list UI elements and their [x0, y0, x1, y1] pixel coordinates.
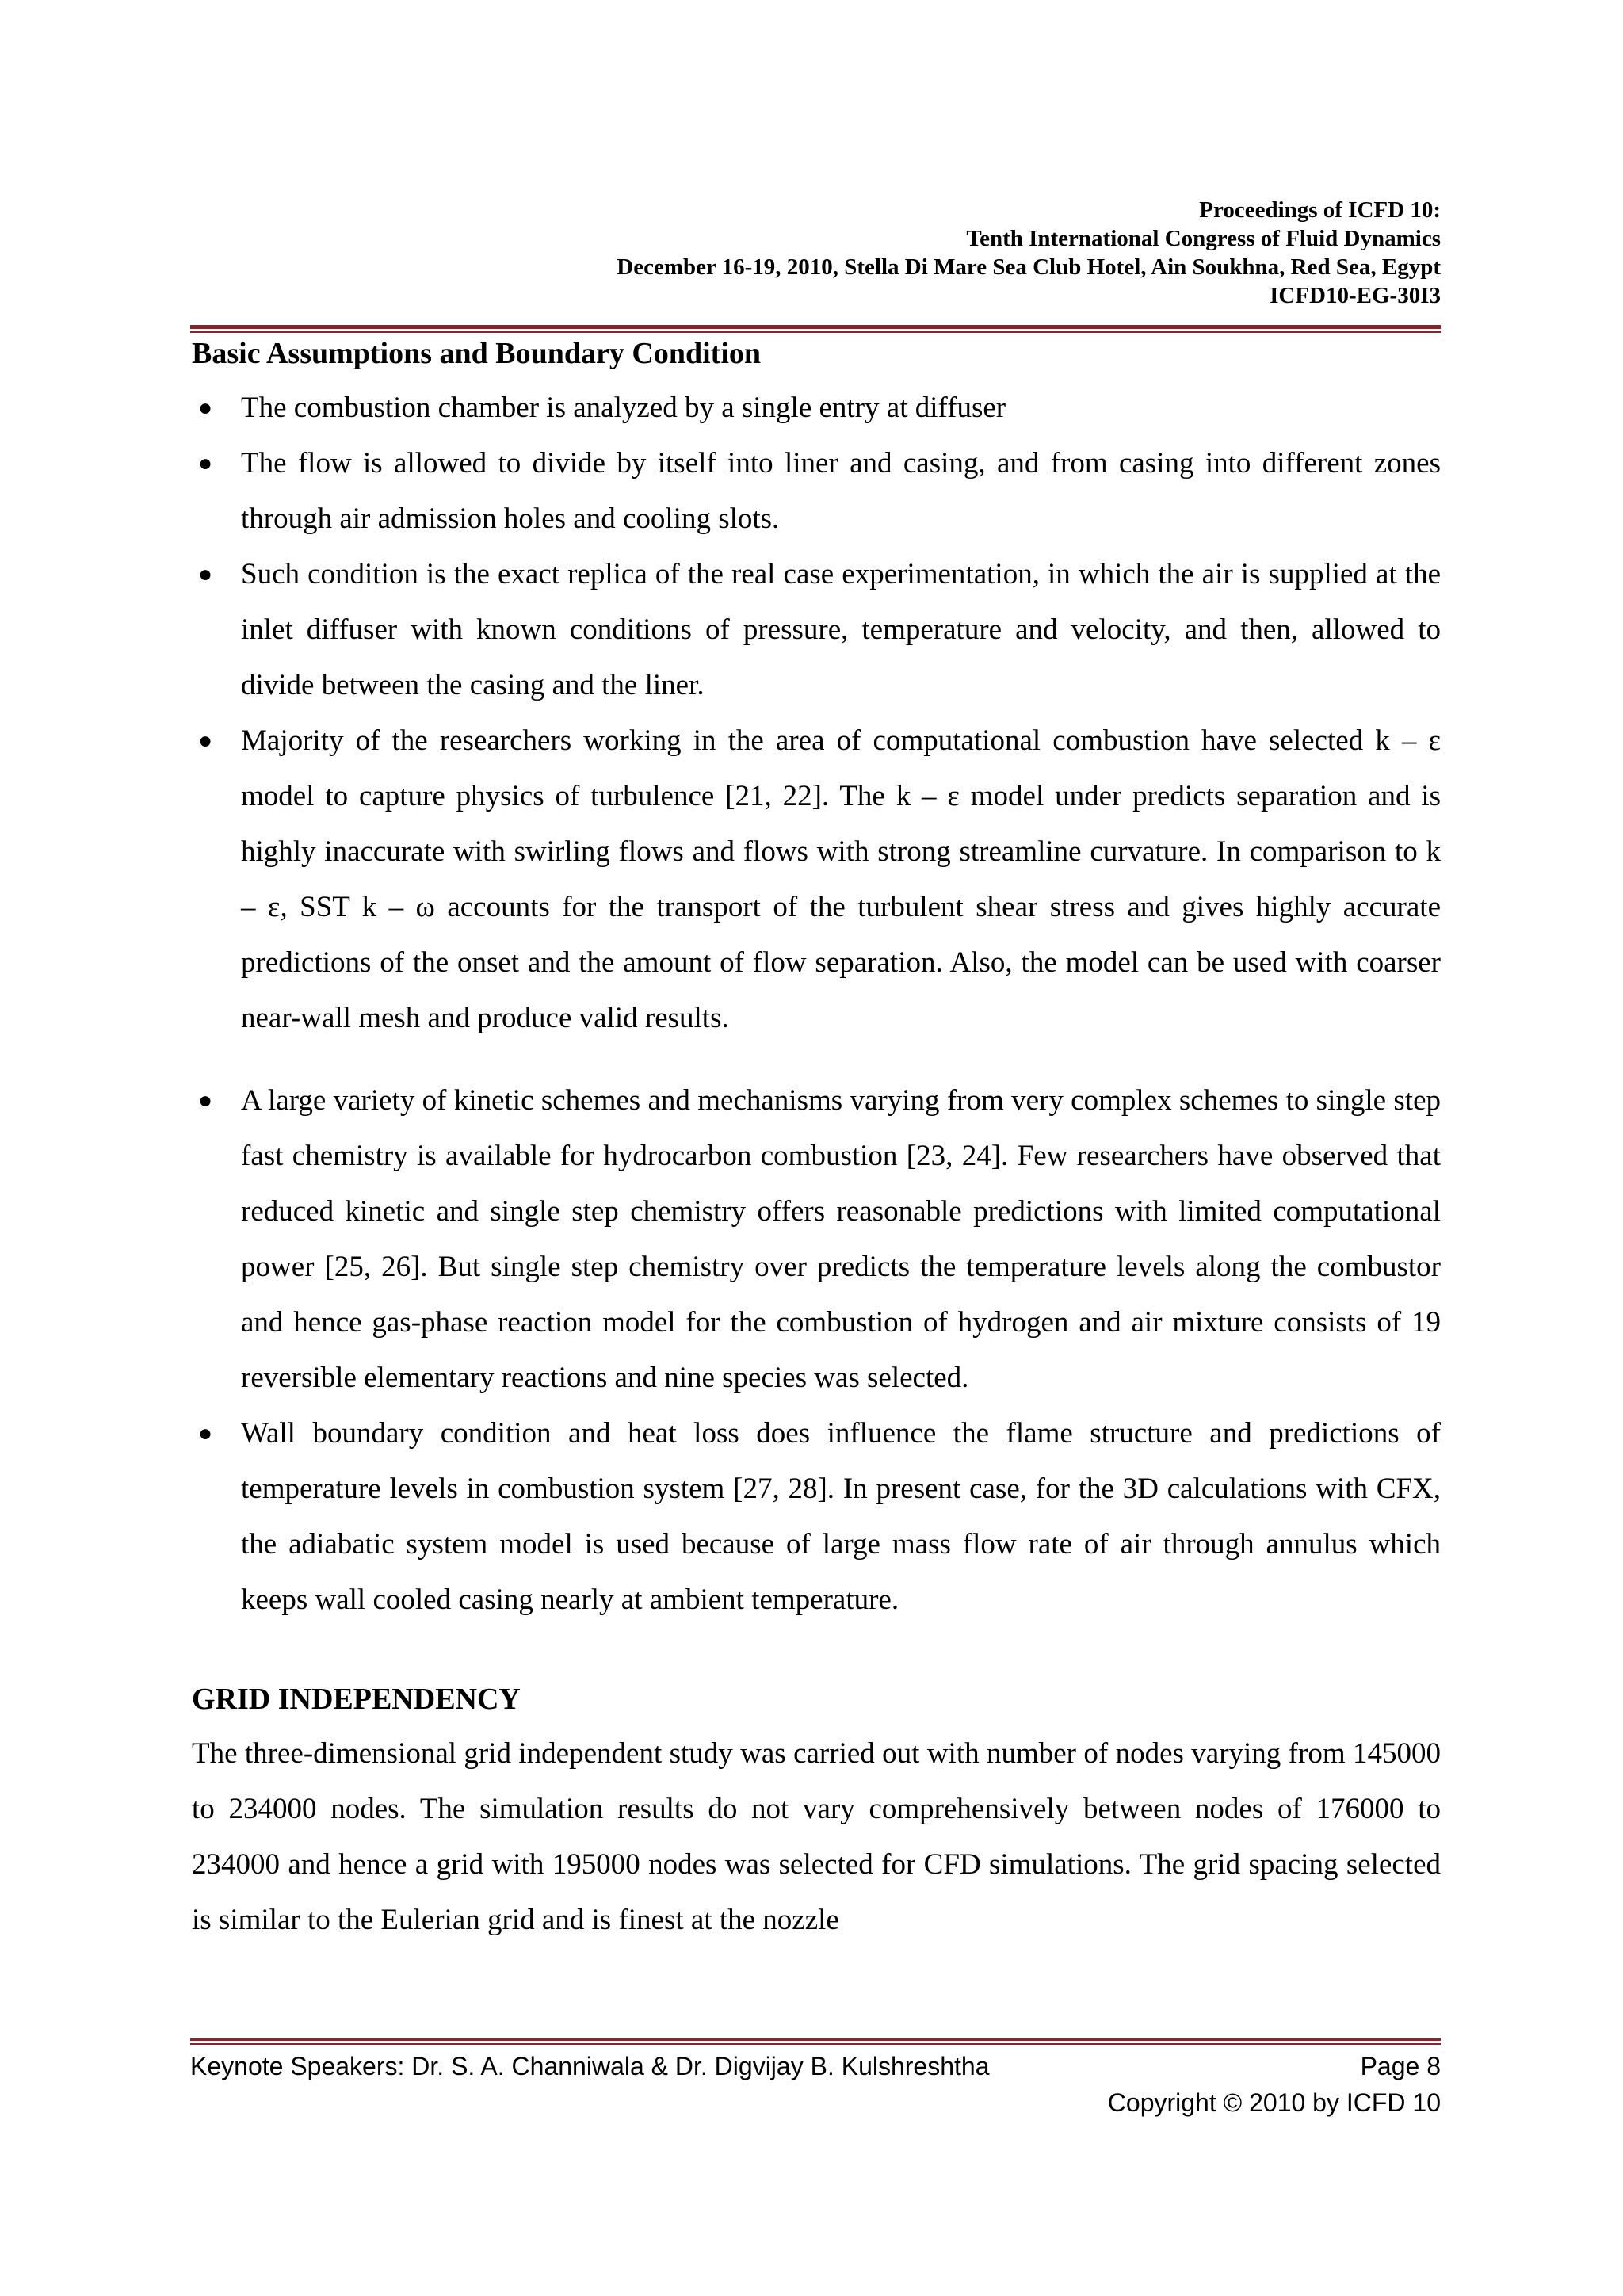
page-number: Page 8	[1360, 2052, 1441, 2080]
bullet-icon: ●	[198, 395, 213, 421]
list-item-text: Such condition is the exact replica of the real case experimentation, in which the air is supplied at the inlet diffuser with known conditions of pressure, temperature and velocity, and then, allowed to divide between the casing and the liner.	[241, 558, 1441, 701]
assumptions-list	[192, 380, 1441, 1628]
list-item-text: The combustion chamber is analyzed by a single entry at diffuser	[241, 392, 1006, 424]
footer-rule-thick	[190, 2038, 1441, 2041]
main-content	[192, 331, 1441, 1948]
bullet-icon: ●	[198, 728, 213, 754]
list-item	[192, 547, 1441, 713]
list-item	[192, 436, 1441, 547]
list-item	[192, 1073, 1441, 1406]
bullet-icon: ●	[198, 1420, 213, 1446]
header-paper-id: ICFD10-EG-30I3	[1270, 283, 1441, 308]
header-proceedings: Proceedings of ICFD 10:	[1199, 197, 1441, 223]
footer-rule-thin	[190, 2043, 1441, 2045]
bullet-icon: ●	[198, 561, 213, 587]
list-item	[192, 713, 1441, 1046]
list-item	[192, 1406, 1441, 1628]
list-item-text: The flow is allowed to divide by itself into liner and casing, and from casing into different zones through air admission holes and cooling slots.	[241, 447, 1441, 535]
footer-speakers: Keynote Speakers: Dr. S. A. Channiwala & Dr. Digvijay B. Kulshreshtha	[190, 2052, 990, 2080]
bullet-icon: ●	[198, 1087, 213, 1114]
page-footer	[190, 2048, 1441, 2121]
list-item-text: Majority of the researchers working in the area of computational combustion have selected k – ε model to capture physics of turbulence [21, 22]. The k – ε model under predicts separation and is highly inaccurate with swirling flows and flows with strong streamline curvature. In comparison to k – ε, SST k – ω accounts for the transport of the turbulent shear stress and gives highly accurate predictions of the onset and the amount of flow separation. Also, the model can be used with coarser near-wall mesh and produce valid results.	[241, 724, 1441, 1034]
page-header	[190, 196, 1441, 310]
footer-copyright: Copyright © 2010 by ICFD 10	[1107, 2088, 1441, 2117]
header-date-venue: December 16-19, 2010, Stella Di Mare Sea Club Hotel, Ain Soukhna, Red Sea, Egypt	[617, 254, 1441, 280]
header-congress: Tenth International Congress of Fluid Dynamics	[966, 226, 1441, 251]
list-item-text: Wall boundary condition and heat loss does influence the flame structure and predictions of temperature levels in combustion system [27, 28]. In present case, for the 3D calculations with CFX, the adiabatic system model is used because of large mass flow rate of air through annulus which keeps wall cooled casing nearly at ambient temperature.	[241, 1417, 1441, 1616]
list-item	[192, 380, 1441, 436]
grid-section-title: GRID INDEPENDENCY	[192, 1683, 521, 1716]
list-item-text: A large variety of kinetic schemes and mechanisms varying from very complex schemes to single step fast chemistry is available for hydrocarbon combustion [23, 24]. Few researchers have observed that reduced kinetic and single step chemistry offers reasonable predictions with limited computational power [25, 26]. But single step chemistry over predicts the temperature levels along the combustor and hence gas-phase reaction model for the combustion of hydrogen and air mixture consists of 19 reversible elementary reactions and nine species was selected.	[241, 1084, 1441, 1394]
bullet-icon: ●	[198, 450, 213, 476]
section-title: Basic Assumptions and Boundary Condition	[192, 337, 762, 370]
header-rule-thick	[190, 325, 1441, 329]
grid-paragraph: The three-dimensional grid independent study was carried out with number of nodes varying from 145000 to 234000 nodes. The simulation results do not vary comprehensively between nodes of 176000 to 234000 and hence a grid with 195000 nodes was selected for CFD simulations. The grid spacing selected is similar to the Eulerian grid and is finest at the nozzle	[192, 1737, 1441, 1936]
